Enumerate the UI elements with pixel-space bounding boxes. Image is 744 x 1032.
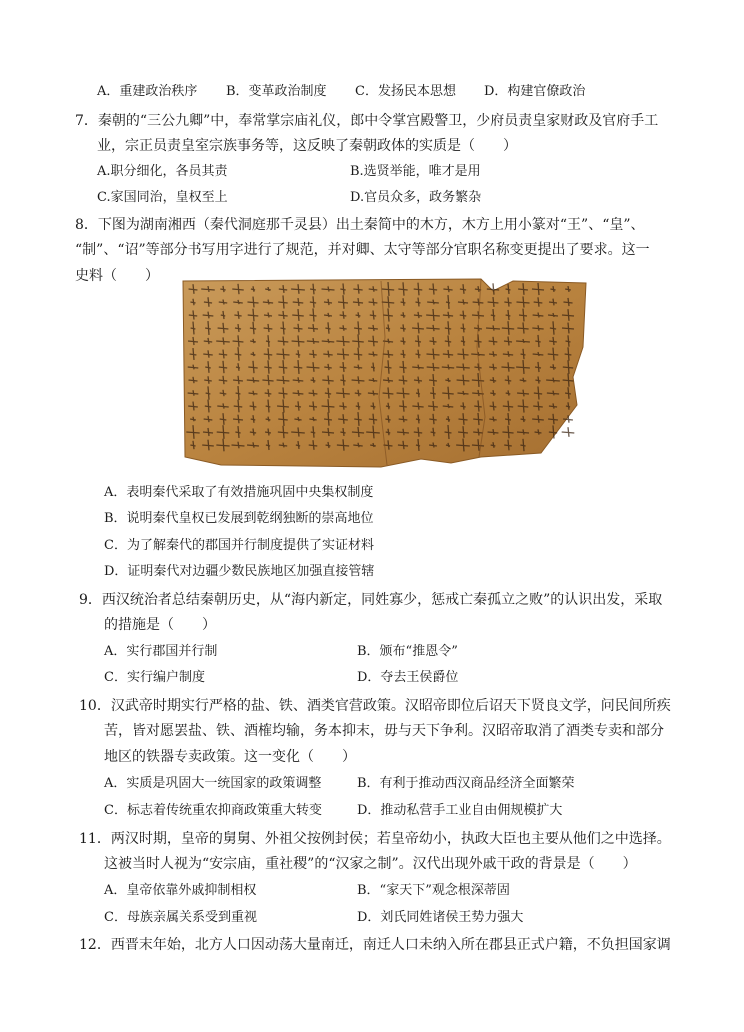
q6-option-a: A．重建政治秩序 [97,84,198,99]
q9-option-a: A．实行郡国并行制 [104,644,218,659]
q10-option-c: C．标志着传统重农抑商政策重大转变 [104,803,322,818]
q8-stem-line-1: 8．下图为湖南湘西（秦代洞庭那千灵县）出土秦简中的木方，木方上用小篆对“王”、“皇”、 [75,217,645,233]
qin-wooden-tablet-image [181,277,588,469]
q7-stem-line-1: 7．秦朝的“三公九卿”中，奉常掌宗庙礼仪，郎中令掌宫殿警卫，少府员责皇家财政及官府手工 [75,113,659,129]
q9-option-d: D．夺去王侯爵位 [357,670,459,685]
q8-option-b: B．说明秦代皇权已发展到乾纲独断的崇高地位 [104,511,374,526]
q11-option-a: A．皇帝依靠外戚抑制相权 [104,883,257,898]
q10-option-b: B．有利于推动西汉商品经济全面繁荣 [357,776,575,791]
q7-option-a: A.职分细化，各员其责 [97,164,228,179]
q7-option-d: D.官员众多，政务繁杂 [350,190,482,205]
q8-stem-line-3: 史料（ ） [75,268,159,284]
q7-option-b: B.选贤举能，唯才是用 [350,164,481,179]
q7-stem-line-2: 业，宗正员责皇室宗族事务等，这反映了秦朝政体的实质是（ ） [97,138,517,154]
q11-option-c: C．母族亲属关系受到重视 [104,910,257,925]
q8-stem-line-2: “制”、“诏”等部分书写用字进行了规范，并对卿、太守等部分官职名称变更提出了要求。这一 [75,242,650,258]
q10-option-d: D．推动私营手工业自由佣规模扩大 [357,803,563,818]
q10-stem-line-2: 苦，皆对愿罢盐、铁、酒榷均输，务本抑末，毋与天下争利。汉昭帝取消了酒类专卖和部分 [104,723,664,739]
q11-stem-line-2: 这被当时人视为“安宗庙，重社稷”的“汉家之制”。汉代出现外戚干政的背景是（ ） [104,856,637,872]
q6-option-b: B．变革政治制度 [226,84,327,99]
q12-stem-line-1: 12．西晋末年始，北方人口因动荡大量南迁，南迁人口未纳入所在郡县正式户籍，不负担国家调 [79,937,671,953]
q9-stem-line-2: 的措施是（ ） [104,617,216,633]
q11-option-d: D．刘氏同姓诸侯王势力强大 [357,910,524,925]
q9-option-c: C．实行编户制度 [104,670,205,685]
q10-option-a: A．实质是巩固大一统国家的政策调整 [104,776,322,791]
q6-option-c: C．发扬民本思想 [355,84,456,99]
q7-option-c: C.家国同治，皇权至上 [97,190,228,205]
q9-stem-line-1: 9．西汉统治者总结秦朝历史，从“海内新定，同姓寡少，惩戒亡秦孤立之败”的认识出发，采取 [79,592,663,608]
q10-stem-line-1: 10．汉武帝时期实行严格的盐、铁、酒类官营政策。汉昭帝即位后诏天下贤良文学，问民间所疾 [79,698,671,714]
q8-option-a: A．表明秦代采取了有效措施巩固中央集权制度 [104,485,374,500]
q10-stem-line-3: 地区的铁器专卖政策。这一变化（ ） [104,749,356,765]
q11-option-b: B．“家天下”观念根深蒂固 [357,883,510,898]
q8-option-d: D．证明秦代对边疆少数民族地区加强直接管辖 [104,564,375,579]
q11-stem-line-1: 11．两汉时期，皇帝的舅舅、外祖父按例封侯；若皇帝幼小，执政大臣也主要从他们之中选择。 [79,831,671,847]
q6-option-d: D．构建官僚政治 [484,84,586,99]
q9-option-b: B．颁布“推恩令” [357,644,458,659]
q8-option-c: C．为了解秦代的郡国并行制度提供了实证材料 [104,538,374,553]
